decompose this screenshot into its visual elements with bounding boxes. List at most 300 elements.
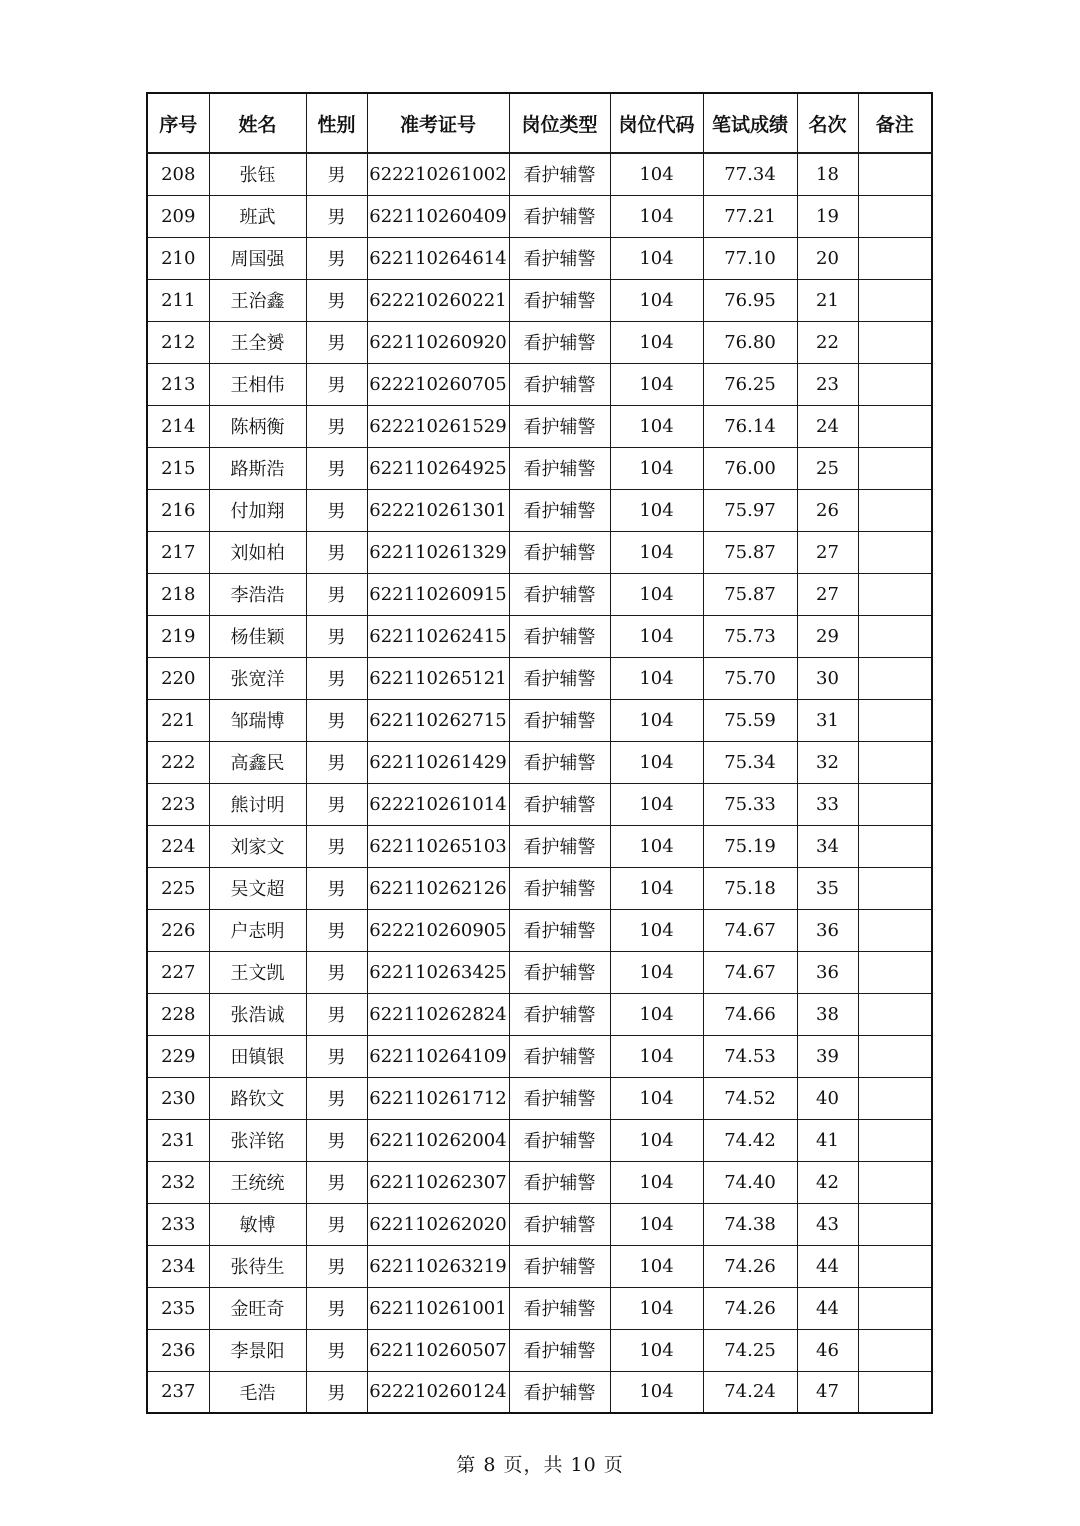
column-header-written-score: 笔试成绩 (703, 93, 797, 153)
cell-name: 刘家文 (209, 825, 306, 867)
table-row (147, 699, 932, 741)
cell-remarks (858, 951, 932, 993)
cell-written-score: 75.34 (703, 741, 797, 783)
cell-post-code: 104 (610, 783, 703, 825)
cell-serial-no: 223 (147, 783, 209, 825)
cell-gender: 男 (306, 825, 367, 867)
page-number: 第 8 页，共 10 页 (456, 1454, 624, 1476)
cell-name: 付加翔 (209, 489, 306, 531)
table-row (147, 531, 932, 573)
cell-post-code: 104 (610, 279, 703, 321)
cell-remarks (858, 993, 932, 1035)
cell-post-code: 104 (610, 1329, 703, 1371)
cell-gender: 男 (306, 993, 367, 1035)
cell-exam-id: 622110265103 (367, 825, 509, 867)
cell-post-type: 看护辅警 (509, 1329, 610, 1371)
cell-written-score: 76.00 (703, 447, 797, 489)
cell-exam-id: 622110263219 (367, 1245, 509, 1287)
cell-name: 邹瑞博 (209, 699, 306, 741)
cell-exam-id: 622110265121 (367, 657, 509, 699)
cell-gender: 男 (306, 909, 367, 951)
cell-remarks (858, 573, 932, 615)
cell-rank: 44 (797, 1245, 858, 1287)
cell-name: 吴文超 (209, 867, 306, 909)
table-row (147, 1287, 932, 1329)
cell-name: 高鑫民 (209, 741, 306, 783)
cell-serial-no: 213 (147, 363, 209, 405)
cell-gender: 男 (306, 1371, 367, 1413)
cell-post-type: 看护辅警 (509, 993, 610, 1035)
cell-exam-id: 622110260507 (367, 1329, 509, 1371)
cell-serial-no: 217 (147, 531, 209, 573)
cell-gender: 男 (306, 573, 367, 615)
cell-serial-no: 211 (147, 279, 209, 321)
cell-name: 班武 (209, 195, 306, 237)
cell-serial-no: 216 (147, 489, 209, 531)
cell-post-type: 看护辅警 (509, 405, 610, 447)
cell-serial-no: 228 (147, 993, 209, 1035)
cell-post-type: 看护辅警 (509, 279, 610, 321)
cell-post-type: 看护辅警 (509, 153, 610, 195)
cell-rank: 24 (797, 405, 858, 447)
cell-post-code: 104 (610, 1119, 703, 1161)
cell-rank: 21 (797, 279, 858, 321)
cell-gender: 男 (306, 657, 367, 699)
cell-gender: 男 (306, 279, 367, 321)
cell-exam-id: 622210261529 (367, 405, 509, 447)
cell-gender: 男 (306, 1329, 367, 1371)
cell-exam-id: 622210261002 (367, 153, 509, 195)
column-header-name: 姓名 (209, 93, 306, 153)
cell-rank: 38 (797, 993, 858, 1035)
cell-name: 李浩浩 (209, 573, 306, 615)
cell-gender: 男 (306, 237, 367, 279)
cell-post-code: 104 (610, 1161, 703, 1203)
cell-post-code: 104 (610, 405, 703, 447)
cell-written-score: 74.25 (703, 1329, 797, 1371)
cell-written-score: 77.10 (703, 237, 797, 279)
cell-post-code: 104 (610, 531, 703, 573)
cell-post-code: 104 (610, 1287, 703, 1329)
cell-post-code: 104 (610, 1035, 703, 1077)
cell-rank: 46 (797, 1329, 858, 1371)
cell-gender: 男 (306, 783, 367, 825)
cell-exam-id: 622110262020 (367, 1203, 509, 1245)
cell-rank: 33 (797, 783, 858, 825)
cell-serial-no: 222 (147, 741, 209, 783)
cell-name: 张洋铭 (209, 1119, 306, 1161)
cell-rank: 29 (797, 615, 858, 657)
cell-post-code: 104 (610, 699, 703, 741)
cell-remarks (858, 405, 932, 447)
cell-post-type: 看护辅警 (509, 783, 610, 825)
cell-exam-id: 622110262415 (367, 615, 509, 657)
cell-serial-no: 209 (147, 195, 209, 237)
cell-post-code: 104 (610, 951, 703, 993)
cell-post-type: 看护辅警 (509, 237, 610, 279)
cell-rank: 19 (797, 195, 858, 237)
cell-serial-no: 221 (147, 699, 209, 741)
cell-post-type: 看护辅警 (509, 615, 610, 657)
table-row (147, 573, 932, 615)
cell-remarks (858, 153, 932, 195)
cell-post-type: 看护辅警 (509, 363, 610, 405)
cell-remarks (858, 1119, 932, 1161)
cell-name: 张待生 (209, 1245, 306, 1287)
cell-serial-no: 230 (147, 1077, 209, 1119)
table-row (147, 825, 932, 867)
cell-written-score: 75.18 (703, 867, 797, 909)
cell-gender: 男 (306, 447, 367, 489)
cell-post-type: 看护辅警 (509, 951, 610, 993)
cell-remarks (858, 363, 932, 405)
column-header-gender: 性别 (306, 93, 367, 153)
cell-written-score: 75.87 (703, 573, 797, 615)
cell-serial-no: 218 (147, 573, 209, 615)
cell-rank: 47 (797, 1371, 858, 1413)
cell-gender: 男 (306, 531, 367, 573)
cell-remarks (858, 531, 932, 573)
cell-rank: 36 (797, 909, 858, 951)
cell-exam-id: 622110261329 (367, 531, 509, 573)
table-row (147, 1077, 932, 1119)
cell-post-type: 看护辅警 (509, 1203, 610, 1245)
cell-serial-no: 220 (147, 657, 209, 699)
cell-gender: 男 (306, 1077, 367, 1119)
table-row (147, 951, 932, 993)
cell-gender: 男 (306, 615, 367, 657)
cell-post-code: 104 (610, 321, 703, 363)
cell-name: 王治鑫 (209, 279, 306, 321)
cell-name: 王全赟 (209, 321, 306, 363)
cell-post-code: 104 (610, 573, 703, 615)
cell-written-score: 74.67 (703, 909, 797, 951)
cell-rank: 22 (797, 321, 858, 363)
cell-exam-id: 622110260920 (367, 321, 509, 363)
cell-gender: 男 (306, 741, 367, 783)
cell-post-type: 看护辅警 (509, 909, 610, 951)
cell-serial-no: 235 (147, 1287, 209, 1329)
table-row (147, 783, 932, 825)
cell-remarks (858, 1161, 932, 1203)
cell-post-type: 看护辅警 (509, 699, 610, 741)
cell-exam-id: 622110264109 (367, 1035, 509, 1077)
cell-exam-id: 622210260905 (367, 909, 509, 951)
cell-post-type: 看护辅警 (509, 1287, 610, 1329)
cell-exam-id: 622110262004 (367, 1119, 509, 1161)
cell-remarks (858, 1035, 932, 1077)
cell-written-score: 74.40 (703, 1161, 797, 1203)
cell-name: 敏博 (209, 1203, 306, 1245)
cell-post-code: 104 (610, 657, 703, 699)
cell-written-score: 74.24 (703, 1371, 797, 1413)
table-row (147, 237, 932, 279)
cell-gender: 男 (306, 405, 367, 447)
cell-written-score: 75.73 (703, 615, 797, 657)
cell-serial-no: 234 (147, 1245, 209, 1287)
cell-rank: 43 (797, 1203, 858, 1245)
cell-name: 周国强 (209, 237, 306, 279)
cell-written-score: 74.38 (703, 1203, 797, 1245)
cell-serial-no: 232 (147, 1161, 209, 1203)
cell-post-type: 看护辅警 (509, 195, 610, 237)
cell-remarks (858, 489, 932, 531)
cell-gender: 男 (306, 699, 367, 741)
cell-exam-id: 622210261301 (367, 489, 509, 531)
table-header-row (147, 93, 932, 153)
cell-name: 熊讨明 (209, 783, 306, 825)
cell-remarks (858, 1371, 932, 1413)
table-row (147, 867, 932, 909)
cell-rank: 27 (797, 531, 858, 573)
cell-remarks (858, 195, 932, 237)
cell-written-score: 74.52 (703, 1077, 797, 1119)
cell-post-code: 104 (610, 195, 703, 237)
table-row (147, 615, 932, 657)
cell-post-code: 104 (610, 447, 703, 489)
table-row (147, 1161, 932, 1203)
cell-name: 王相伟 (209, 363, 306, 405)
cell-name: 金旺奇 (209, 1287, 306, 1329)
cell-exam-id: 622110261712 (367, 1077, 509, 1119)
table-row (147, 405, 932, 447)
cell-written-score: 74.66 (703, 993, 797, 1035)
cell-written-score: 74.53 (703, 1035, 797, 1077)
cell-post-code: 104 (610, 153, 703, 195)
cell-post-type: 看护辅警 (509, 657, 610, 699)
cell-remarks (858, 1329, 932, 1371)
cell-name: 路斯浩 (209, 447, 306, 489)
cell-rank: 18 (797, 153, 858, 195)
table-row (147, 1035, 932, 1077)
column-header-remarks: 备注 (858, 93, 932, 153)
cell-post-type: 看护辅警 (509, 321, 610, 363)
cell-post-code: 104 (610, 1077, 703, 1119)
cell-rank: 27 (797, 573, 858, 615)
cell-remarks (858, 615, 932, 657)
cell-gender: 男 (306, 1245, 367, 1287)
cell-rank: 20 (797, 237, 858, 279)
column-header-rank: 名次 (797, 93, 858, 153)
cell-serial-no: 231 (147, 1119, 209, 1161)
table-row (147, 741, 932, 783)
cell-rank: 23 (797, 363, 858, 405)
cell-name: 杨佳颖 (209, 615, 306, 657)
cell-serial-no: 225 (147, 867, 209, 909)
cell-name: 毛浩 (209, 1371, 306, 1413)
cell-exam-id: 622110262824 (367, 993, 509, 1035)
cell-exam-id: 622110264614 (367, 237, 509, 279)
cell-exam-id: 622110260409 (367, 195, 509, 237)
cell-serial-no: 212 (147, 321, 209, 363)
cell-gender: 男 (306, 195, 367, 237)
cell-gender: 男 (306, 1287, 367, 1329)
cell-remarks (858, 279, 932, 321)
column-header-exam-id: 准考证号 (367, 93, 509, 153)
cell-remarks (858, 1287, 932, 1329)
cell-post-code: 104 (610, 237, 703, 279)
cell-post-type: 看护辅警 (509, 489, 610, 531)
cell-post-type: 看护辅警 (509, 1245, 610, 1287)
table-body (147, 153, 932, 1413)
cell-written-score: 76.14 (703, 405, 797, 447)
cell-rank: 34 (797, 825, 858, 867)
cell-exam-id: 622110262307 (367, 1161, 509, 1203)
cell-remarks (858, 321, 932, 363)
cell-name: 陈柄衡 (209, 405, 306, 447)
cell-serial-no: 219 (147, 615, 209, 657)
cell-written-score: 75.59 (703, 699, 797, 741)
cell-written-score: 74.42 (703, 1119, 797, 1161)
cell-post-code: 104 (610, 489, 703, 531)
cell-name: 张钰 (209, 153, 306, 195)
cell-post-type: 看护辅警 (509, 867, 610, 909)
table-row (147, 195, 932, 237)
table-row (147, 657, 932, 699)
cell-written-score: 76.95 (703, 279, 797, 321)
table-row (147, 447, 932, 489)
cell-written-score: 75.19 (703, 825, 797, 867)
cell-name: 李景阳 (209, 1329, 306, 1371)
cell-gender: 男 (306, 1161, 367, 1203)
cell-remarks (858, 867, 932, 909)
cell-gender: 男 (306, 1119, 367, 1161)
cell-rank: 36 (797, 951, 858, 993)
cell-exam-id: 622110261429 (367, 741, 509, 783)
cell-serial-no: 237 (147, 1371, 209, 1413)
table-row (147, 321, 932, 363)
column-header-serial-no: 序号 (147, 93, 209, 153)
cell-serial-no: 236 (147, 1329, 209, 1371)
cell-post-type: 看护辅警 (509, 1161, 610, 1203)
cell-gender: 男 (306, 363, 367, 405)
cell-written-score: 76.25 (703, 363, 797, 405)
score-table (146, 92, 933, 1414)
cell-serial-no: 214 (147, 405, 209, 447)
cell-exam-id: 622210260705 (367, 363, 509, 405)
cell-serial-no: 208 (147, 153, 209, 195)
cell-gender: 男 (306, 867, 367, 909)
cell-rank: 41 (797, 1119, 858, 1161)
cell-post-code: 104 (610, 909, 703, 951)
cell-post-type: 看护辅警 (509, 573, 610, 615)
cell-post-code: 104 (610, 363, 703, 405)
cell-name: 户志明 (209, 909, 306, 951)
cell-post-type: 看护辅警 (509, 1371, 610, 1413)
cell-serial-no: 229 (147, 1035, 209, 1077)
cell-remarks (858, 909, 932, 951)
table-row (147, 153, 932, 195)
cell-serial-no: 224 (147, 825, 209, 867)
cell-remarks (858, 657, 932, 699)
cell-written-score: 77.34 (703, 153, 797, 195)
cell-exam-id: 622110262715 (367, 699, 509, 741)
cell-remarks (858, 741, 932, 783)
table-row (147, 279, 932, 321)
cell-post-code: 104 (610, 1203, 703, 1245)
cell-serial-no: 227 (147, 951, 209, 993)
cell-rank: 35 (797, 867, 858, 909)
cell-name: 张浩诚 (209, 993, 306, 1035)
cell-gender: 男 (306, 489, 367, 531)
cell-remarks (858, 1077, 932, 1119)
cell-post-code: 104 (610, 1371, 703, 1413)
cell-written-score: 75.33 (703, 783, 797, 825)
cell-serial-no: 215 (147, 447, 209, 489)
cell-rank: 25 (797, 447, 858, 489)
cell-written-score: 74.67 (703, 951, 797, 993)
cell-name: 张宽洋 (209, 657, 306, 699)
cell-post-code: 104 (610, 867, 703, 909)
cell-gender: 男 (306, 153, 367, 195)
cell-exam-id: 622110263425 (367, 951, 509, 993)
cell-rank: 26 (797, 489, 858, 531)
cell-written-score: 75.87 (703, 531, 797, 573)
cell-rank: 39 (797, 1035, 858, 1077)
cell-post-code: 104 (610, 741, 703, 783)
cell-exam-id: 622110264925 (367, 447, 509, 489)
table-row (147, 363, 932, 405)
cell-post-code: 104 (610, 615, 703, 657)
cell-name: 王统统 (209, 1161, 306, 1203)
table-row (147, 1119, 932, 1161)
cell-rank: 32 (797, 741, 858, 783)
cell-remarks (858, 783, 932, 825)
cell-rank: 30 (797, 657, 858, 699)
cell-exam-id: 622210260124 (367, 1371, 509, 1413)
column-header-post-type: 岗位类型 (509, 93, 610, 153)
cell-rank: 44 (797, 1287, 858, 1329)
cell-exam-id: 622110261001 (367, 1287, 509, 1329)
table-row (147, 1203, 932, 1245)
cell-gender: 男 (306, 951, 367, 993)
cell-post-type: 看护辅警 (509, 1119, 610, 1161)
cell-gender: 男 (306, 1035, 367, 1077)
cell-rank: 31 (797, 699, 858, 741)
cell-remarks (858, 1203, 932, 1245)
cell-serial-no: 210 (147, 237, 209, 279)
cell-rank: 42 (797, 1161, 858, 1203)
cell-remarks (858, 1245, 932, 1287)
cell-post-type: 看护辅警 (509, 825, 610, 867)
cell-written-score: 74.26 (703, 1245, 797, 1287)
table-row (147, 1371, 932, 1413)
table-row (147, 489, 932, 531)
cell-post-type: 看护辅警 (509, 1035, 610, 1077)
cell-serial-no: 226 (147, 909, 209, 951)
cell-exam-id: 622110262126 (367, 867, 509, 909)
cell-remarks (858, 699, 932, 741)
cell-remarks (858, 447, 932, 489)
cell-exam-id: 622210261014 (367, 783, 509, 825)
cell-post-code: 104 (610, 993, 703, 1035)
cell-remarks (858, 237, 932, 279)
cell-serial-no: 233 (147, 1203, 209, 1245)
cell-gender: 男 (306, 1203, 367, 1245)
cell-exam-id: 622210260221 (367, 279, 509, 321)
cell-written-score: 76.80 (703, 321, 797, 363)
table-row (147, 1245, 932, 1287)
cell-name: 路钦文 (209, 1077, 306, 1119)
cell-gender: 男 (306, 321, 367, 363)
cell-post-type: 看护辅警 (509, 741, 610, 783)
column-header-post-code: 岗位代码 (610, 93, 703, 153)
cell-name: 刘如柏 (209, 531, 306, 573)
cell-post-type: 看护辅警 (509, 531, 610, 573)
cell-post-code: 104 (610, 1245, 703, 1287)
cell-name: 王文凯 (209, 951, 306, 993)
cell-rank: 40 (797, 1077, 858, 1119)
